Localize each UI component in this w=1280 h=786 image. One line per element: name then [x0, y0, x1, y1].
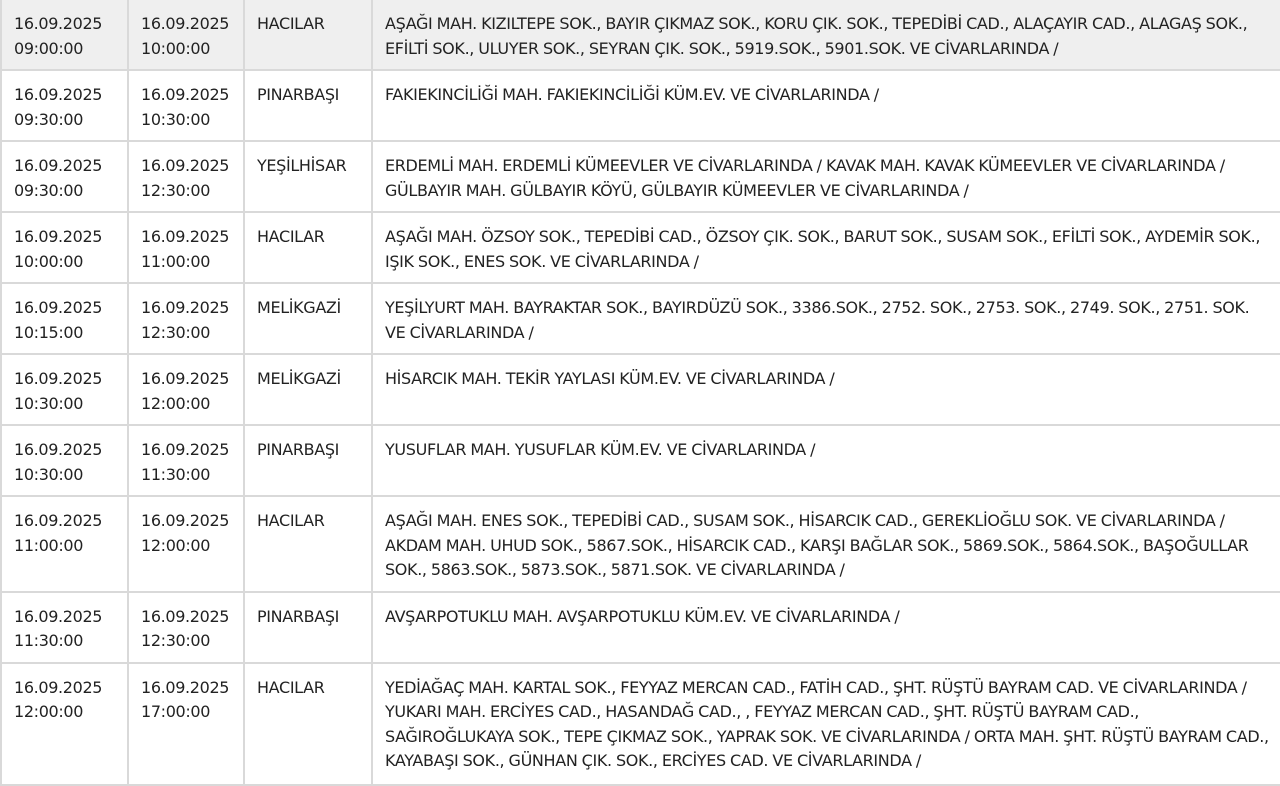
table-row: [1, 212, 1280, 283]
start-time: 10:15:00: [14, 322, 84, 342]
locations-cell: YEDİAĞAÇ MAH. KARTAL SOK., FEYYAZ MERCAN CAD., FATİH CAD., ŞHT. RÜŞTÜ BAYRAM CAD. VE CİVARLARINDA / YUKARI MAH. ERCİYES CAD., HASANDAĞ CAD., , FEYYAZ MERCAN CAD., ŞHT. RÜŞTÜ BAYRAM CAD., SAĞIROĞLUKAYA SOK., TEPE ÇIKMAZ SOK., YAPRAK SOK. VE CİVARLARINDA / ORTA MAH. ŞHT. RÜŞTÜ BAYRAM CAD., KAYABAŞI SOK., GÜNHAN ÇIK. SOK., ERCİYES CAD. VE CİVARLARINDA /: [372, 663, 1280, 785]
start-date: 16.09.2025: [14, 369, 103, 388]
start-time: 12:00:00: [14, 702, 84, 721]
end-time: 17:00:00: [141, 702, 211, 721]
start-date: 16.09.2025: [14, 511, 103, 530]
district-cell: HACILAR: [244, 496, 372, 592]
end-date: 16.09.2025: [141, 298, 230, 317]
end-time: 11:30:00: [141, 464, 211, 484]
end-datetime-cell: [128, 212, 244, 283]
end-time: 10:00:00: [141, 38, 211, 58]
end-datetime-cell: [128, 0, 244, 70]
district-cell: YEŞİLHİSAR: [244, 141, 372, 212]
table-row: [1, 354, 1280, 425]
district-cell: PINARBAŞI: [244, 425, 372, 496]
start-datetime-cell: [1, 496, 128, 592]
district-cell: HACILAR: [244, 212, 372, 283]
district-cell: PINARBAŞI: [244, 70, 372, 141]
end-time: 10:30:00: [141, 109, 211, 129]
locations-cell: YEŞİLYURT MAH. BAYRAKTAR SOK., BAYIRDÜZÜ SOK., 3386.SOK., 2752. SOK., 2753. SOK., 2749. SOK., 2751. SOK. VE CİVARLARINDA /: [372, 283, 1280, 354]
locations-cell: FAKIEKINCİLİĞİ MAH. FAKIEKINCİLİĞİ KÜM.EV. VE CİVARLARINDA /: [372, 70, 1280, 141]
start-datetime-cell: [1, 212, 128, 283]
start-time: 10:00:00: [14, 251, 84, 271]
start-time: 09:30:00: [14, 109, 84, 129]
locations-cell: YUSUFLAR MAH. YUSUFLAR KÜM.EV. VE CİVARLARINDA /: [372, 425, 1280, 496]
start-date: 16.09.2025: [14, 606, 103, 626]
table-row: [1, 663, 1280, 785]
start-time: 10:30:00: [14, 393, 84, 413]
end-date: 16.09.2025: [141, 440, 230, 459]
start-date: 16.09.2025: [14, 298, 103, 317]
start-date: 16.09.2025: [14, 440, 103, 459]
district-cell: HACILAR: [244, 0, 372, 70]
start-datetime-cell: [1, 0, 128, 70]
start-time: 09:30:00: [14, 180, 84, 200]
start-date: 16.09.2025: [14, 14, 103, 33]
start-datetime-cell: [1, 141, 128, 212]
locations-cell: AŞAĞI MAH. ENES SOK., TEPEDİBİ CAD., SUSAM SOK., HİSARCIK CAD., GEREKLİOĞLU SOK. VE CİVARLARINDA / AKDAM MAH. UHUD SOK., 5867.SOK., HİSARCIK CAD., KARŞI BAĞLAR SOK., 5869.SOK., 5864.SOK., BAŞOĞULLAR SOK., 5863.SOK., 5873.SOK., 5871.SOK. VE CİVARLARINDA /: [372, 496, 1280, 592]
end-date: 16.09.2025: [141, 606, 230, 626]
table-row: [1, 0, 1280, 70]
start-time: 11:00:00: [14, 535, 84, 555]
table-row: [1, 496, 1280, 592]
start-time: 10:30:00: [14, 464, 84, 484]
end-time: 12:30:00: [141, 322, 211, 342]
end-datetime-cell: [128, 283, 244, 354]
district-cell: MELİKGAZİ: [244, 283, 372, 354]
locations-cell: ERDEMLİ MAH. ERDEMLİ KÜMEEVLER VE CİVARLARINDA / KAVAK MAH. KAVAK KÜMEEVLER VE CİVARLARINDA / GÜLBAYIR MAH. GÜLBAYIR KÖYÜ, GÜLBAYIR KÜMEEVLER VE CİVARLARINDA /: [372, 141, 1280, 212]
start-date: 16.09.2025: [14, 227, 103, 246]
end-datetime-cell: [128, 592, 244, 663]
end-date: 16.09.2025: [141, 677, 230, 697]
district-cell: PINARBAŞI: [244, 592, 372, 663]
end-datetime-cell: [128, 354, 244, 425]
start-datetime-cell: [1, 592, 128, 663]
locations-cell: AVŞARPOTUKLU MAH. AVŞARPOTUKLU KÜM.EV. VE CİVARLARINDA /: [372, 592, 1280, 663]
start-date: 16.09.2025: [14, 85, 103, 104]
district-cell: MELİKGAZİ: [244, 354, 372, 425]
end-time: 11:00:00: [141, 251, 211, 271]
start-datetime-cell: [1, 425, 128, 496]
end-date: 16.09.2025: [141, 227, 230, 246]
table-row: [1, 283, 1280, 354]
start-date: 16.09.2025: [14, 156, 103, 175]
start-datetime-cell: [1, 354, 128, 425]
end-time: 12:30:00: [141, 631, 211, 650]
end-datetime-cell: [128, 141, 244, 212]
start-date: 16.09.2025: [14, 677, 103, 697]
end-datetime-cell: [128, 663, 244, 785]
end-date: 16.09.2025: [141, 85, 230, 104]
locations-cell: HİSARCIK MAH. TEKİR YAYLASI KÜM.EV. VE CİVARLARINDA /: [372, 354, 1280, 425]
start-time: 09:00:00: [14, 38, 84, 58]
end-datetime-cell: [128, 425, 244, 496]
end-time: 12:00:00: [141, 535, 211, 555]
end-time: 12:30:00: [141, 180, 211, 200]
table-row: [1, 70, 1280, 141]
start-time: 11:30:00: [14, 631, 84, 650]
end-date: 16.09.2025: [141, 14, 230, 33]
end-datetime-cell: [128, 70, 244, 141]
end-date: 16.09.2025: [141, 369, 230, 388]
start-datetime-cell: [1, 663, 128, 785]
locations-cell: AŞAĞI MAH. ÖZSOY SOK., TEPEDİBİ CAD., ÖZSOY ÇIK. SOK., BARUT SOK., SUSAM SOK., EFİLTİ SOK., AYDEMİR SOK., IŞIK SOK., ENES SOK. VE CİVARLARINDA /: [372, 212, 1280, 283]
end-date: 16.09.2025: [141, 511, 230, 530]
end-date: 16.09.2025: [141, 156, 230, 175]
start-datetime-cell: [1, 283, 128, 354]
locations-cell: AŞAĞI MAH. KIZILTEPE SOK., BAYIR ÇIKMAZ SOK., KORU ÇIK. SOK., TEPEDİBİ CAD., ALAÇAYIR CAD., ALAGAŞ SOK., EFİLTİ SOK., ULUYER SOK., SEYRAN ÇIK. SOK., 5919.SOK., 5901.SOK. VE CİVARLARINDA /: [372, 0, 1280, 70]
table-row: [1, 425, 1280, 496]
end-time: 12:00:00: [141, 393, 211, 413]
table-row: [1, 141, 1280, 212]
table-row: [1, 592, 1280, 663]
district-cell: HACILAR: [244, 663, 372, 785]
end-datetime-cell: [128, 496, 244, 592]
start-datetime-cell: [1, 70, 128, 141]
